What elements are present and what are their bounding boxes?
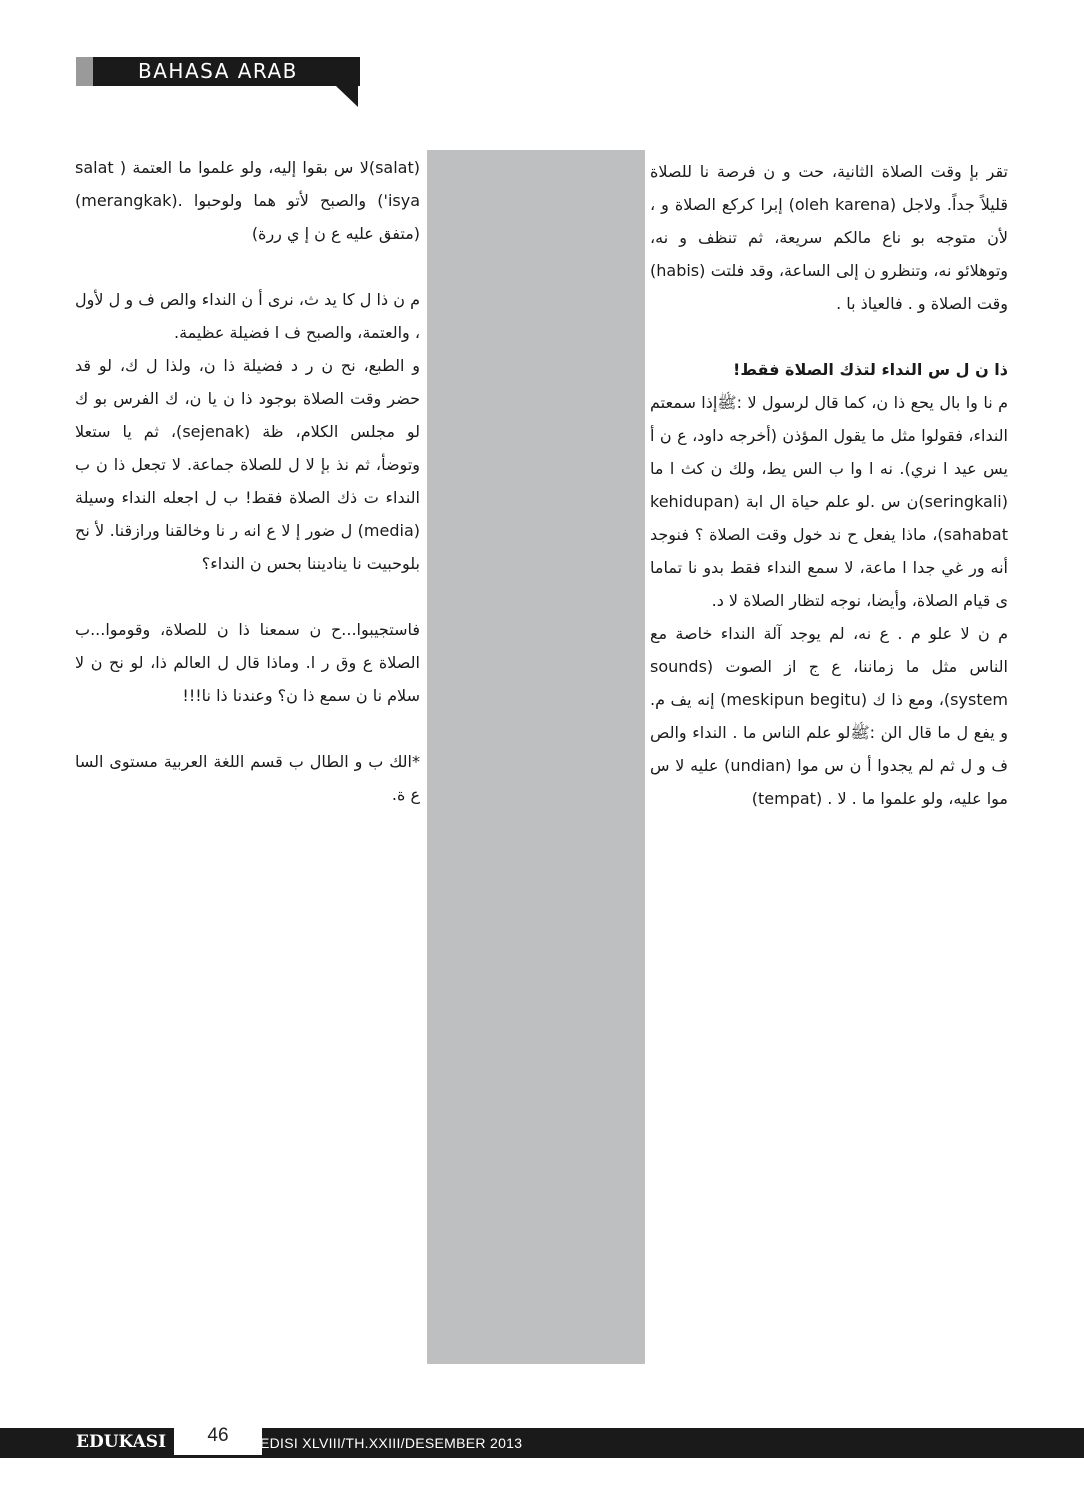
paragraph: (salat)لا س بقوا إليه، ولو علموا ما العتمة ( salat isya') والصبح لأتو هما ولوحبوا .(merangkak) (متفق عليه ع ن إ ي ررة)	[75, 158, 420, 243]
paragraph: م ن لا علو م . ع نه، لم يوجد آلة النداء خاصة مع الناس مثل ما زماننا، ع ج از الصوت (sounds system)، ومع ذا ك (meskipun begitu) إنه يف م. و يفع ل ما قال الن :ﷺلو علم الناس ما . النداء والص ف و ل ثم لم يجدوا أ ن س موا (undian) عليه لا س موا عليه، ولو علموا ما . لا . (tempat)	[650, 624, 1009, 808]
author-note: *الك ب و الطال ب قسم اللغة العربية مستوى السا ع ة.	[75, 752, 420, 804]
paragraph: م ن ذا ل كا يد ث، نرى أ ن النداء والص ف و ل لأول ، والعتمة، والصبح ف ا فضيلة عظيمة.	[75, 290, 420, 342]
paragraph: و الطبع، نح ن ر د فضيلة ذا ن، ولذا ل ك، لو قد حضر وقت الصلاة بوجود ذا ن يا ن، ك الفرس بو ك لو مجلس الكلام، ظة (sejenak)، ثم يا ستعلا وتوضأ، ثم نذ بإ لا ل للصلاة جماعة. لا تجعل ذا ن ب النداء ت ذك الصلاة فقط! ب ل اجعله النداء وسيلة (media) ل ضور إ لا ع انه ر نا وخالقنا ورازقنا. لأ نح بلوحبيت نا يناديننا بحس ن النداء؟	[75, 356, 421, 573]
header-notch	[336, 86, 358, 107]
section-header	[76, 57, 360, 86]
left-text-column	[75, 151, 420, 811]
right-text-column	[650, 155, 1008, 815]
magazine-brand: EDUKASI	[76, 1432, 167, 1452]
page-number: 46	[207, 1425, 229, 1446]
paragraph: تقر بإ وقت الصلاة الثانية، حت و ن فرصة نا للصلاة قليلاً جداً. ولاجل (oleh karena) إبرا كركع الصلاة و ، لأن متوجه بو ناع مالكم سريعة، ثم تنظف و نه، وتوهلائو نه، وتنظرو ن إلى الساعة، وقد فلتت (habis) وقت الصلاة و . فالعياذ با .	[650, 162, 1009, 313]
header-accent-stripe	[76, 57, 93, 86]
paragraph: م نا وا بال يحع ذا ن، كما قال لرسول لا :ﷺإذا سمعتم النداء، فقولوا مثل ما يقول المؤذن (أخرجه داود، ع ن أ يس عيد ا نري). نه ا وا ب الس يط، ولك ن كث ا ما (seringkali)ن س .لو علم حياة ال ابة (kehidupan sahabat)، ماذا يفعل ح ند خول وقت الصلاة ؟ فنوجد أنه ور غي جدا ا ماعة، لا سمع النداء فقط بدو نا تماما ى قيام الصلاة، وأيضا، نوجه لتظار الصلاة لا د.	[650, 393, 1008, 610]
gray-divider-strip	[427, 150, 645, 1364]
page-number-tab	[174, 1417, 262, 1455]
edition-info: EDISI XLVIII/TH.XXIII/DESEMBER 2013	[260, 1435, 523, 1451]
section-title: BAHASA ARAB	[138, 59, 298, 83]
paragraph: فاستجيبوا...ح ن سمعنا ذا ن للصلاة، وقوموا...ب الصلاة ع وق ر ا. وماذا قال ل العالم ذا، لو نح ن لا سلام نا ن سمع ذا ن؟ وعندنا ذا نا!!!	[75, 620, 420, 705]
subheading: ذا ن ل س النداء لتذك الصلاة فقط!	[733, 360, 1008, 379]
